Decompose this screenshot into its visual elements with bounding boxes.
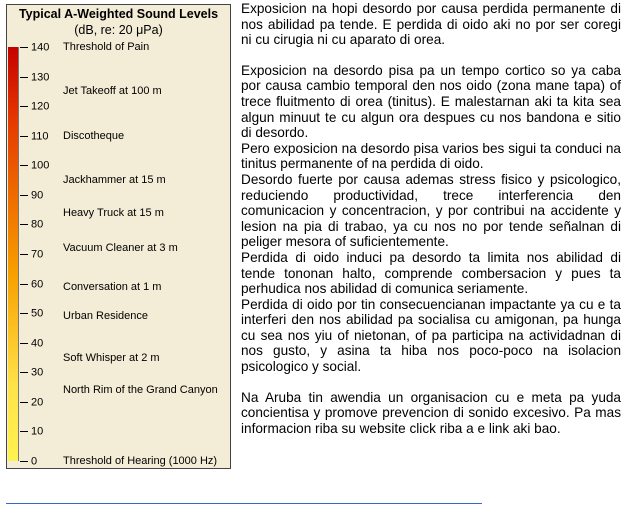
figure-subtitle: (dB, re: 20 μPa): [74, 23, 163, 37]
tick-mark: [20, 106, 28, 107]
tick-mark: [20, 343, 28, 344]
sound-source-label: North Rim of the Grand Canyon: [63, 384, 218, 397]
paragraph-repeated-exposure: Pero exposicion na desordo pisa varios bes sigui ta conduci na tinitus permanente of na perdida di oido.: [241, 140, 621, 172]
tick-label: 40: [31, 337, 44, 350]
sound-level-figure: [6, 4, 231, 469]
tick-mark: [20, 224, 28, 225]
sound-source-label: Jet Takeoff at 100 m: [63, 85, 162, 98]
tick-label: 100: [31, 159, 50, 172]
sound-source-label: Urban Residence: [63, 310, 148, 323]
paragraph-communication: Perdida di oido induci pa desordo ta limita nos abilidad di tende tononan halto, comprende combersacion y pues ta perhudica nos abilidad di comunica seriamente.: [241, 249, 621, 297]
tick-label: 0: [31, 455, 38, 468]
figure-title: Typical A-Weighted Sound Levels: [18, 7, 219, 21]
tick-mark: [20, 284, 28, 285]
sound-source-label: Heavy Truck at 15 m: [63, 206, 164, 219]
tick-mark: [20, 461, 28, 462]
tick-label: 110: [31, 130, 49, 143]
tick-mark: [20, 77, 28, 78]
sound-source-label: Threshold of Pain: [63, 41, 150, 53]
tick-label: 120: [31, 100, 50, 113]
decibel-gradient-bar: [8, 47, 19, 461]
bottom-divider: [6, 503, 482, 504]
tick-mark: [20, 313, 28, 314]
sound-source-label: Discotheque: [63, 129, 125, 142]
tick-mark: [20, 254, 28, 255]
tick-mark: [20, 402, 28, 403]
sound-source-label: Threshold of Hearing (1000 Hz): [63, 455, 218, 467]
tick-mark: [20, 195, 28, 196]
tick-label: 10: [31, 425, 44, 438]
tick-label: 90: [31, 189, 44, 202]
tick-label: 30: [31, 366, 44, 379]
paragraph-stress: Desordo fuerte por causa ademas stress fisico y psicologico, reduciendo productividad, trece interferencia den comunicacion y concentracion, y por contribui na accidente y lesion na pia di trabao, ya cu nos no por tende señalnan di peliger mesora of suficientemente.: [241, 171, 621, 250]
sound-source-label: Conversation at 1 m: [63, 280, 162, 293]
paragraph-temporary-effects: Exposicion na desordo pisa pa un tempo cortico so ya caba por causa cambio temporal den nos oido (zona mane tapa) of trece fluitmento di orea (tinitus). E malestarnan aki ta kita sea algun minuut te cu algun ora despues cu nos bandona e sitio di desordo.: [241, 62, 621, 141]
tick-label: 50: [31, 307, 44, 320]
paragraph-aruba-organisation: Na Aruba tin awendia un organisacion cu e meta pa yuda concientisa y promove prevencion di sonido excesivo. Pa mas informacion riba su website click riba a e link aki bao.: [241, 389, 621, 436]
article-text: [241, 1, 621, 436]
sound-source-label: Soft Whisper at 2 m: [63, 351, 160, 364]
tick-label: 70: [31, 248, 44, 261]
paragraph-permanent-loss: Exposicion na hopi desordo por causa perdida permanente di nos abilidad pa tende. E perdida di oido aki no por ser coregi ni cu cirugia ni cu aparato di orea.: [241, 1, 621, 48]
tick-label: 20: [31, 396, 44, 409]
tick-mark: [20, 431, 28, 432]
tick-label: 140: [31, 41, 50, 54]
tick-mark: [20, 372, 28, 373]
tick-label: 80: [31, 218, 44, 231]
tick-mark: [20, 136, 28, 137]
paragraph-social-isolation: Perdida di oido por tin consecuencianan impactante ya cu e ta interferi den nos abilidad pa socialisa cu amigonan, pa hunga cu sea nos yiu of nietonan, of pa participa na actividadnan di nos gusto, y asina ta hiba nos poco-poco na isolacion psicologico y social.: [241, 296, 621, 375]
sound-source-label: Jackhammer at 15 m: [63, 174, 166, 187]
tick-label: 60: [31, 278, 44, 291]
tick-label: 130: [31, 71, 50, 84]
tick-mark: [20, 47, 28, 48]
tick-mark: [20, 165, 28, 166]
sound-source-label: Vacuum Cleaner at 3 m: [63, 242, 178, 255]
